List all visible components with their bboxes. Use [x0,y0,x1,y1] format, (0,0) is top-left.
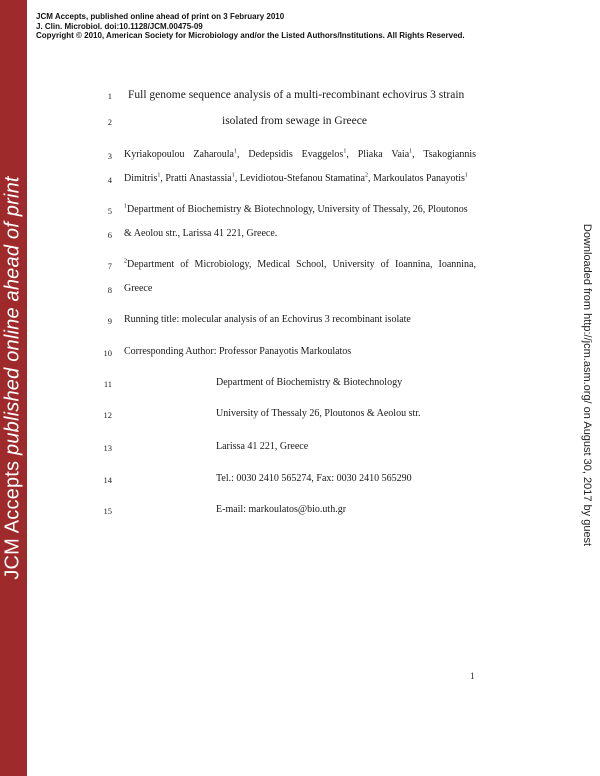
line-number: 5 [107,206,112,216]
affiliation-mark: 1 [124,203,127,210]
affiliation-1-line-2: & Aeolou str., Larissa 41 221, Greece. [124,228,278,239]
header-line-3: Copyright © 2010, American Society for Microbiology and/or the Listed Authors/Institutions. All Rights Reserved. [36,31,465,40]
sidebar-watermark [2,176,25,579]
corresponding-city: Larissa 41 221, Greece [216,441,309,452]
author-name: Pliaka Vaia [357,149,410,160]
author-name: Dimitris [124,173,158,184]
sidebar-journal: JCM [1,537,24,580]
download-note: Downloaded from http://jcm.asm.org/ on August 30, 2017 by guest [581,223,593,547]
affiliation-2-line-1 [124,259,476,270]
line-number: 14 [103,475,112,485]
line-number: 3 [107,151,112,161]
affiliation-2-line-2: Greece [124,283,153,294]
author-name: Pratti Anastassia [165,173,232,184]
author-affiliation-mark: 1 [409,148,413,155]
author-line-1: Kyriakopoulou Zaharoula$^1$, Dedepsidis Evaggelos$^1$, Pliaka Vaia$^1$, Tsakogiannis [124,148,476,160]
author-name: Dedepsidis Evaggelos [248,149,344,160]
corresponding-email: E-mail: markoulatos@bio.uth.gr [216,504,347,515]
line-number: 4 [107,175,112,185]
line-number: 7 [107,261,112,271]
affiliation-text: Department of Microbiology, Medical School, University of Ioannina, Ioannina, [127,259,476,270]
journal-sidebar [0,0,27,776]
author-name: Kyriakopoulou Zaharoula [124,149,234,160]
line-number: 15 [103,506,112,516]
line-number: 2 [107,117,112,127]
corresponding-author: Corresponding Author: Professor Panayotis Markoulatos [124,346,352,357]
line-number: 13 [103,443,112,453]
author-affiliation-mark: 1 [343,148,347,155]
article-title-line-1: Full genome sequence analysis of a multi-recombinant echovirus 3 strain [128,89,465,101]
author-affiliation-mark: 1 [233,148,237,155]
article-header [36,12,465,41]
sidebar-accepts: Accepts [1,460,24,534]
line-number: 12 [103,410,112,420]
line-number: 11 [103,379,112,389]
author-line-2: Dimitris$^1$, Pratti Anastassia$^1$, Levidiotou-Stefanou Stamatina$^2$, Markoulatos Panayotis$^1$ [124,172,468,184]
header-line-1: JCM Accepts, published online ahead of print on 3 February 2010 [36,12,285,21]
author-affiliation-mark: 2 [364,172,368,179]
corresponding-dept: Department of Biochemistry & Biotechnology [216,377,403,388]
line-number: 10 [103,348,112,358]
line-number: 8 [107,285,112,295]
header-line-2: J. Clin. Microbiol. doi:10.1128/JCM.00475-09 [36,21,203,31]
affiliation-mark: 2 [124,258,127,265]
author-affiliation-mark: 1 [231,172,235,179]
author-affiliation-mark: 1 [157,172,161,179]
affiliation-1-line-1 [124,204,468,215]
author-name: Levidiotou-Stefanou Stamatina [239,173,365,184]
corresponding-phone: Tel.: 0030 2410 565274, Fax: 0030 2410 565290 [216,473,412,484]
affiliation-text: Department of Biochemistry & Biotechnology, University of Thessaly, 26, Ploutonos [127,204,468,215]
author-name: Tsakogiannis [423,149,476,160]
article-title-line-2: isolated from sewage in Greece [222,115,367,127]
line-number: 9 [107,316,112,326]
page-number: 1 [470,671,475,681]
sidebar-tagline: published online ahead of print [1,176,24,455]
author-affiliation-mark: 1 [464,172,468,179]
line-number: 6 [107,230,112,240]
corresponding-university: University of Thessaly 26, Ploutonos & Aeolou str. [216,408,421,419]
line-number: 1 [107,91,112,101]
running-title: Running title: molecular analysis of an Echovirus 3 recombinant isolate [124,314,411,325]
author-name: Markoulatos Panayotis [372,173,465,184]
